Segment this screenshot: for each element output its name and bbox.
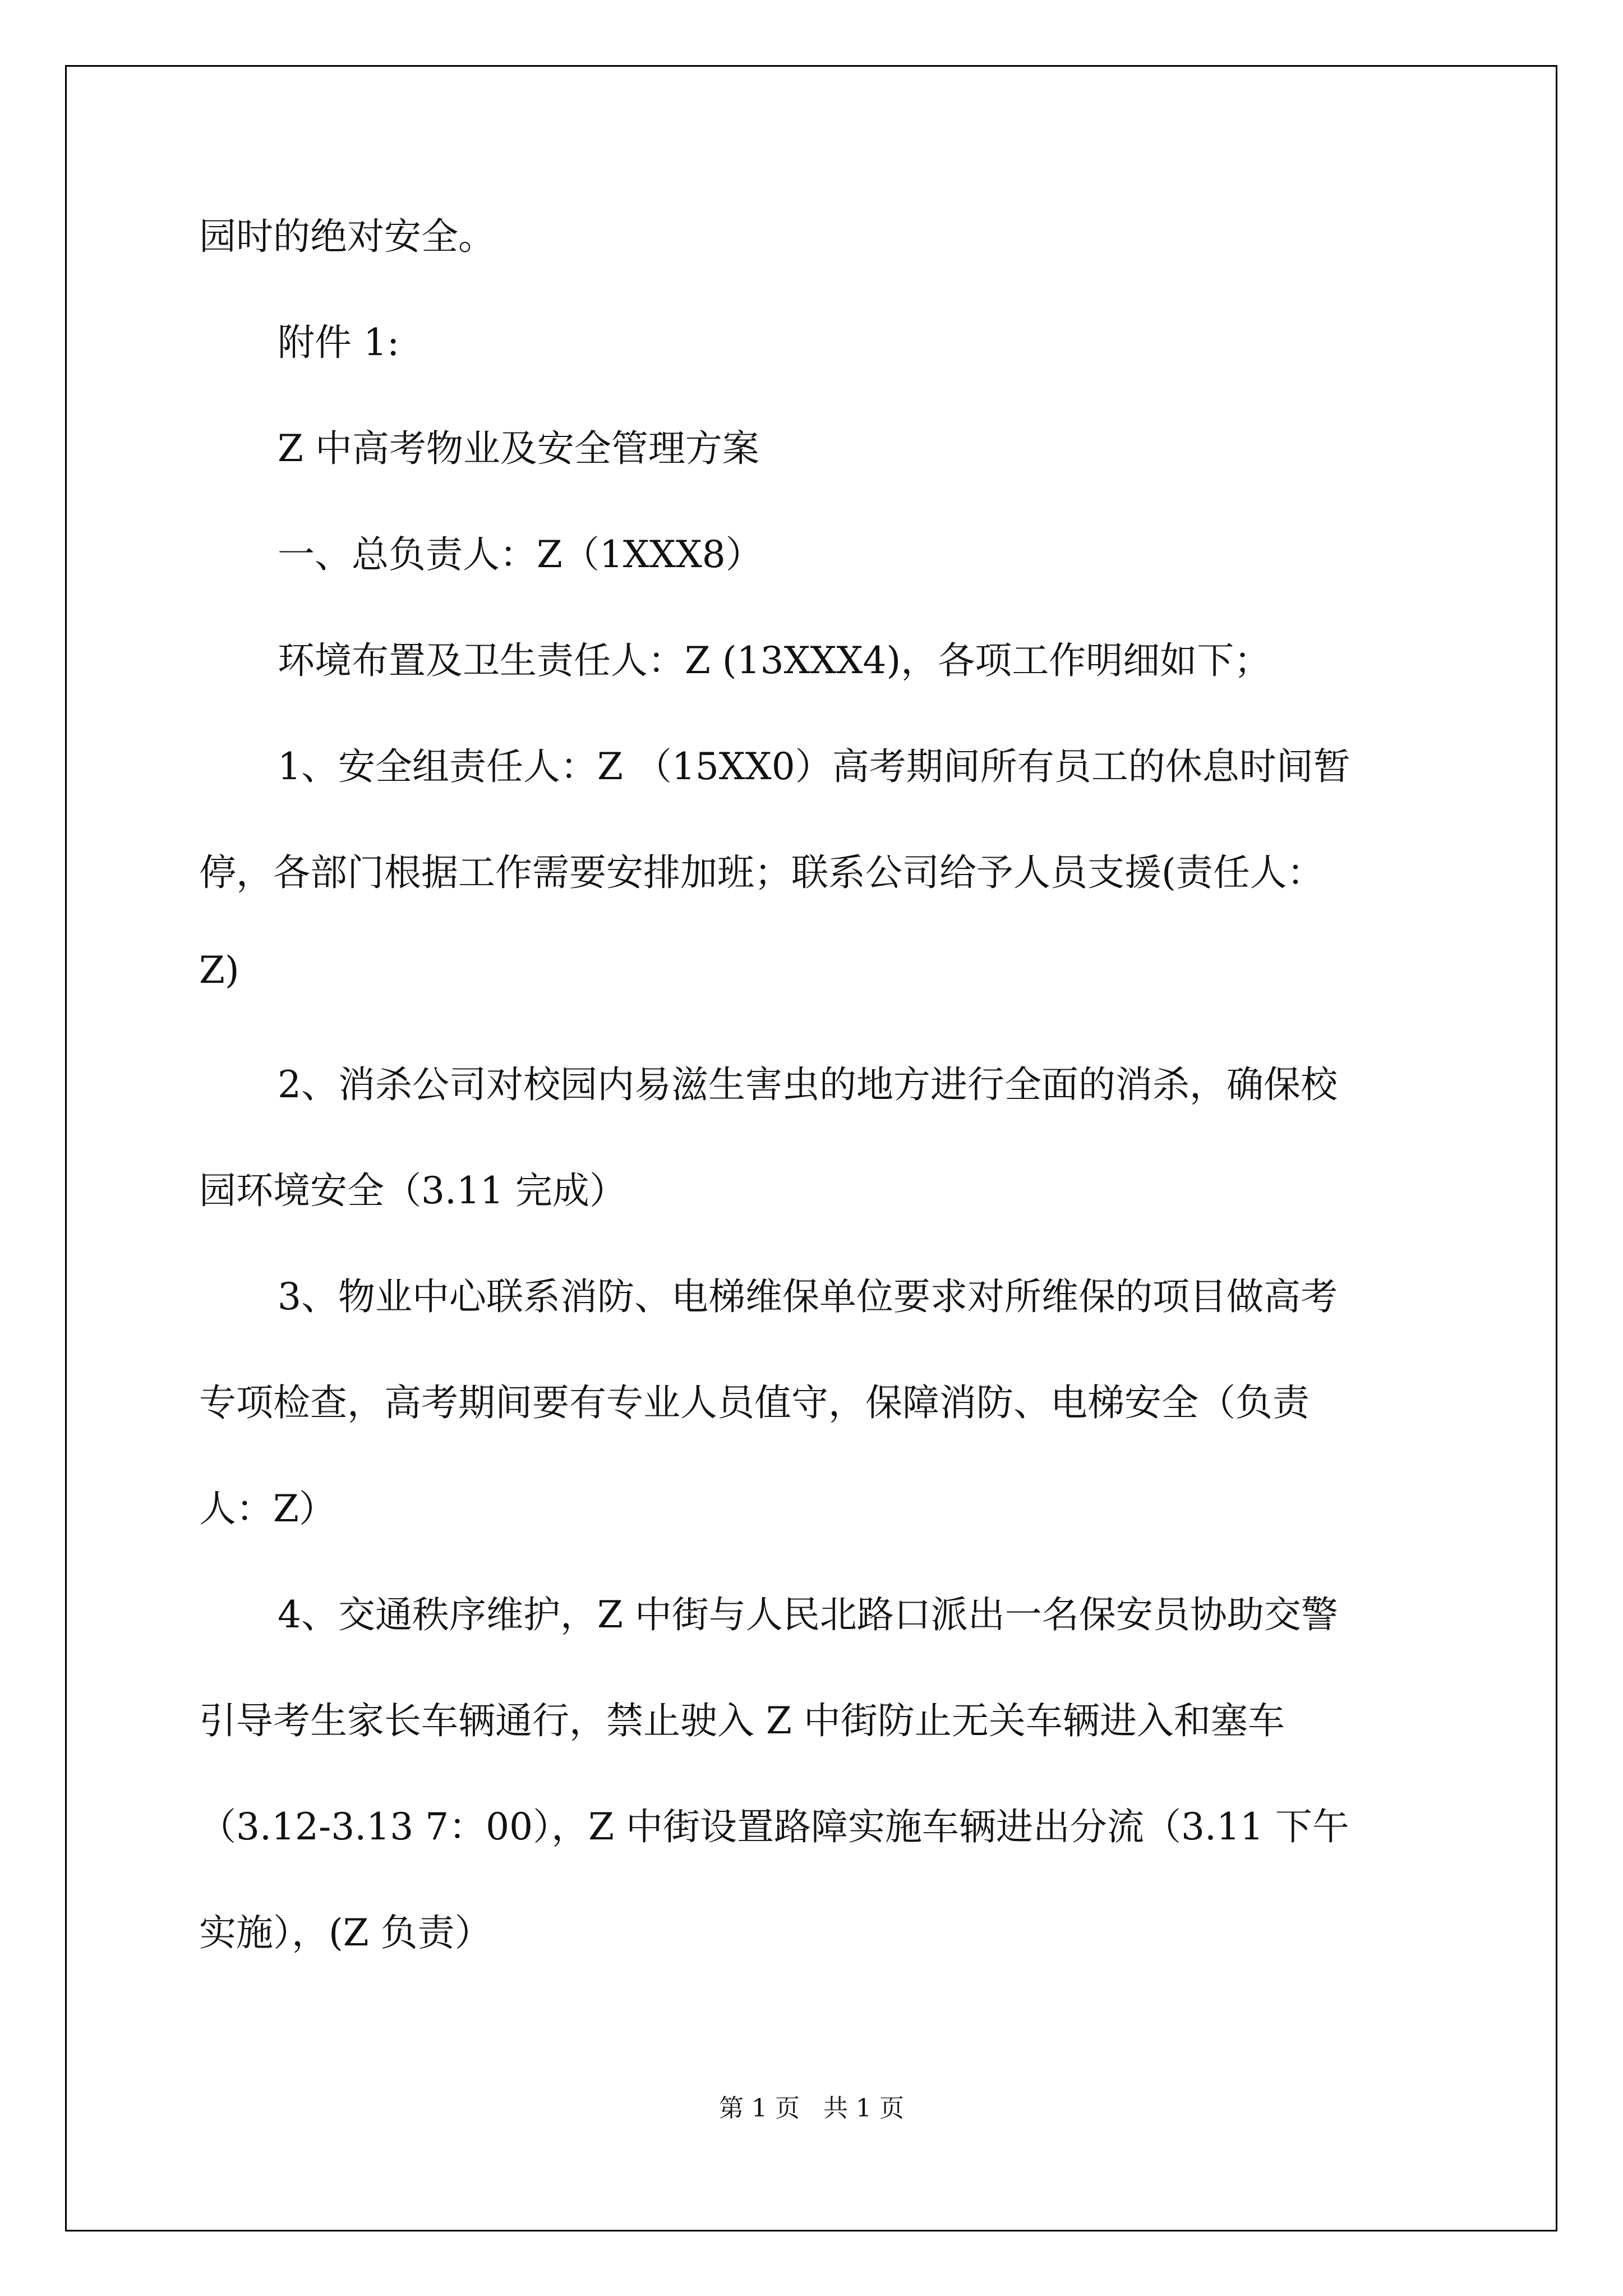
text-line: 实施），(Z 负责） (199, 1911, 492, 1954)
text-line: 4、交通秩序维护，Z 中街与人民北路口派出一名保安员协助交警 (278, 1593, 1338, 1636)
text-line: 园时的绝对安全。 (199, 215, 495, 258)
text-line: 环境布置及卫生责任人：Z (13XXX4)，各项工作明细如下； (278, 639, 1271, 682)
text-line: 引导考生家长车辆通行，禁止驶入 Z 中街防止无关车辆进入和塞车 (199, 1699, 1285, 1742)
attachment-label: 附件 1: (278, 321, 400, 364)
text-line: 停，各部门根据工作需要安排加班；联系公司给予人员支援(责任人： (199, 851, 1324, 894)
text-line: 2、消杀公司对校园内易滋生害虫的地方进行全面的消杀，确保校 (278, 1063, 1338, 1106)
text-line: （3.12-3.13 7：00），Z 中街设置路障实施车辆进出分流（3.11 下午 (199, 1805, 1349, 1848)
text-line: 园环境安全（3.11 完成） (199, 1169, 626, 1212)
text-line: Z) (199, 949, 239, 992)
text-line: 专项检查，高考期间要有专业人员值守，保障消防、电梯安全（负责 (199, 1381, 1310, 1424)
document-title: Z 中高考物业及安全管理方案 (278, 427, 759, 470)
text-line: 1、安全组责任人：Z （15XX0）高考期间所有员工的休息时间暂 (278, 745, 1350, 788)
text-line: 一、总负责人：Z（1XXX8） (278, 533, 763, 576)
text-line: 人：Z） (199, 1487, 336, 1530)
page-number: 第 1 页 共 1 页 (719, 2094, 904, 2123)
text-line: 3、物业中心联系消防、电梯维保单位要求对所维保的项目做高考 (278, 1275, 1338, 1318)
